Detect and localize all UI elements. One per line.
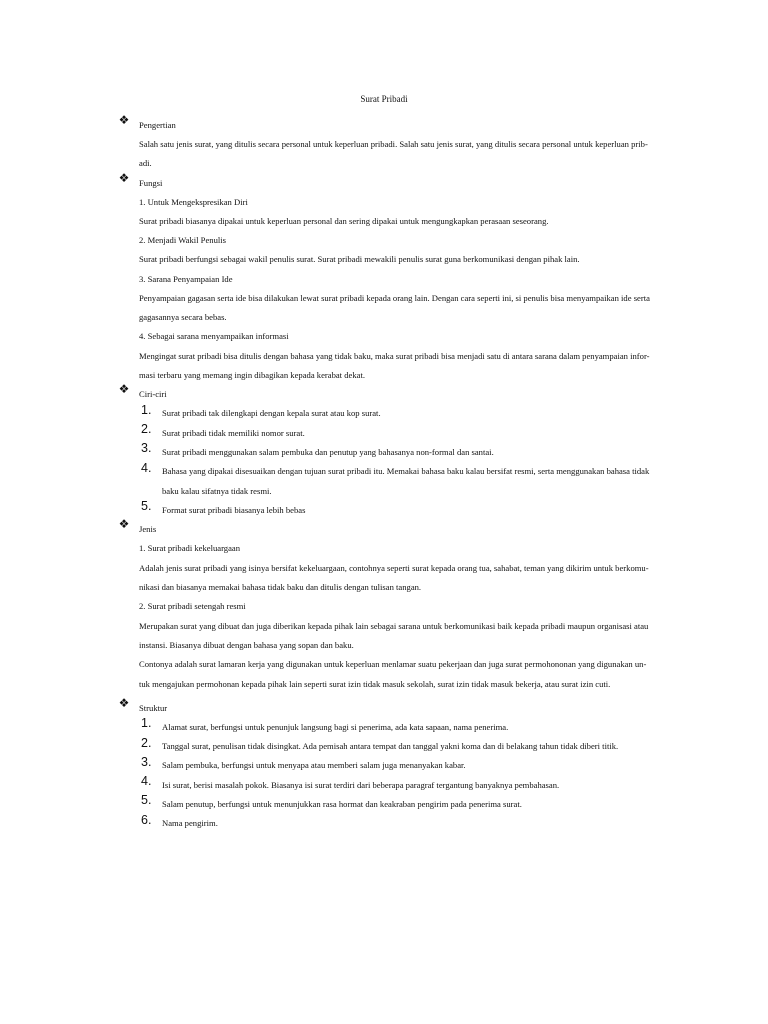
list-item: Salam penutup, berfungsi untuk menunjukkan rasa hormat dan keakraban pengirim pada penerima surat. bbox=[162, 799, 522, 809]
paragraph-line: Salah satu jenis surat, yang ditulis secara personal untuk keperluan pribadi. Salah satu jenis surat, yang ditulis secara personal untuk keperluan prib- bbox=[139, 139, 648, 149]
paragraph-line: Penyampaian gagasan serta ide bisa dilakukan lewat surat pribadi kepada orang lain. Dengan cara seperti ini, si penulis bisa menyampaikan ide serta bbox=[139, 293, 650, 303]
list-number: 4. bbox=[141, 774, 152, 788]
list-item: Surat pribadi tak dilengkapi dengan kepala surat atau kop surat. bbox=[162, 408, 381, 418]
paragraph-line: nikasi dan biasanya memakai bahasa tidak baku dan ditulis dengan tulisan tangan. bbox=[139, 582, 422, 592]
section-heading-ciri-ciri: Ciri-ciri bbox=[139, 389, 167, 399]
diamond-bullet-icon: ❖ bbox=[118, 171, 130, 185]
subheading-line: 1. Untuk Mengekspresikan Diri bbox=[139, 197, 248, 207]
paragraph-line: Surat pribadi biasanya dipakai untuk keperluan personal dan sering dipakai untuk mengungkapkan perasaan seseorang. bbox=[139, 216, 549, 226]
list-number: 1. bbox=[141, 716, 152, 730]
list-item-continuation: baku kalau sifatnya tidak resmi. bbox=[162, 486, 272, 496]
paragraph-line: tuk mengajukan permohonan kepada pihak lain seperti surat izin tidak masuk sekolah, surat izin tidak masuk bekerja, atau surat izin cuti. bbox=[139, 679, 611, 689]
diamond-bullet-icon: ❖ bbox=[118, 517, 130, 531]
list-item: Nama pengirim. bbox=[162, 818, 218, 828]
section-heading-jenis: Jenis bbox=[139, 524, 157, 534]
subheading-line: 3. Sarana Penyampaian Ide bbox=[139, 274, 233, 284]
list-number: 2. bbox=[141, 736, 152, 750]
list-item: Salam pembuka, berfungsi untuk menyapa atau memberi salam juga menanyakan kabar. bbox=[162, 760, 466, 770]
subheading-line: 2. Menjadi Wakil Penulis bbox=[139, 235, 226, 245]
list-item: Surat pribadi menggunakan salam pembuka dan penutup yang bahasanya non-formal dan santai. bbox=[162, 447, 494, 457]
list-number: 1. bbox=[141, 403, 152, 417]
section-heading-struktur: Struktur bbox=[139, 703, 168, 713]
subheading-line: 4. Sebagai sarana menyampaikan informasi bbox=[139, 331, 289, 341]
section-heading-pengertian: Pengertian bbox=[139, 120, 176, 130]
list-item: Tanggal surat, penulisan tidak disingkat. Ada pemisah antara tempat dan tanggal yakni koma dan di belakang tahun tidak diberi titik. bbox=[162, 741, 619, 751]
paragraph-line: Contonya adalah surat lamaran kerja yang digunakan untuk keperluan menlamar suatu pekerjaan dan juga surat permohononan yang digunakan un- bbox=[139, 659, 647, 669]
list-item: Alamat surat, berfungsi untuk penunjuk langsung bagi si penerima, ada kata sapaan, nama penerima. bbox=[162, 722, 509, 732]
list-item: Format surat pribadi biasanya lebih bebas bbox=[162, 505, 306, 515]
paragraph-line: Merupakan surat yang dibuat dan juga diberikan kepada pihak lain sebagai sarana untuk berkomunikasi baik kepada pribadi maupun organisasi atau bbox=[139, 621, 649, 631]
paragraph-line: gagasannya secara bebas. bbox=[139, 312, 227, 322]
list-item: Isi surat, berisi masalah pokok. Biasanya isi surat terdiri dari beberapa paragraf tergantung banyaknya pembahasan. bbox=[162, 780, 560, 790]
paragraph-line: masi terbaru yang memang ingin dibagikan kepada kerabat dekat. bbox=[139, 370, 365, 380]
diamond-bullet-icon: ❖ bbox=[118, 113, 130, 127]
subheading-line: 2. Surat pribadi setengah resmi bbox=[139, 601, 246, 611]
paragraph-line: Adalah jenis surat pribadi yang isinya bersifat kekeluargaan, contohnya seperti surat kepada orang tua, sahabat, teman yang dikirim untuk berkomu- bbox=[139, 563, 649, 573]
list-number: 6. bbox=[141, 813, 152, 827]
list-number: 3. bbox=[141, 441, 152, 455]
list-number: 4. bbox=[141, 461, 152, 475]
paragraph-line: adi. bbox=[139, 158, 152, 168]
section-heading-fungsi: Fungsi bbox=[139, 178, 163, 188]
list-number: 5. bbox=[141, 499, 152, 513]
diamond-bullet-icon: ❖ bbox=[118, 382, 130, 396]
list-number: 3. bbox=[141, 755, 152, 769]
document-title: Surat Pribadi bbox=[360, 94, 408, 104]
paragraph-line: instansi. Biasanya dibuat dengan bahasa yang sopan dan baku. bbox=[139, 640, 354, 650]
diamond-bullet-icon: ❖ bbox=[118, 696, 130, 710]
subheading-line: 1. Surat pribadi kekeluargaan bbox=[139, 543, 241, 553]
list-number: 5. bbox=[141, 793, 152, 807]
list-item: Bahasa yang dipakai disesuaikan dengan tujuan surat pribadi itu. Memakai bahasa baku kalau bersifat resmi, serta menggunakan bahasa tidak bbox=[162, 466, 650, 476]
paragraph-line: Surat pribadi berfungsi sebagai wakil penulis surat. Surat pribadi mewakili penulis surat guna berkomunikasi dengan pihak lain. bbox=[139, 254, 580, 264]
list-number: 2. bbox=[141, 422, 152, 436]
list-item: Surat pribadi tidak memiliki nomor surat. bbox=[162, 428, 305, 438]
paragraph-line: Mengingat surat pribadi bisa ditulis dengan bahasa yang tidak baku, maka surat pribadi bisa menjadi satu di antara sarana dalam penyampaian infor- bbox=[139, 351, 650, 361]
